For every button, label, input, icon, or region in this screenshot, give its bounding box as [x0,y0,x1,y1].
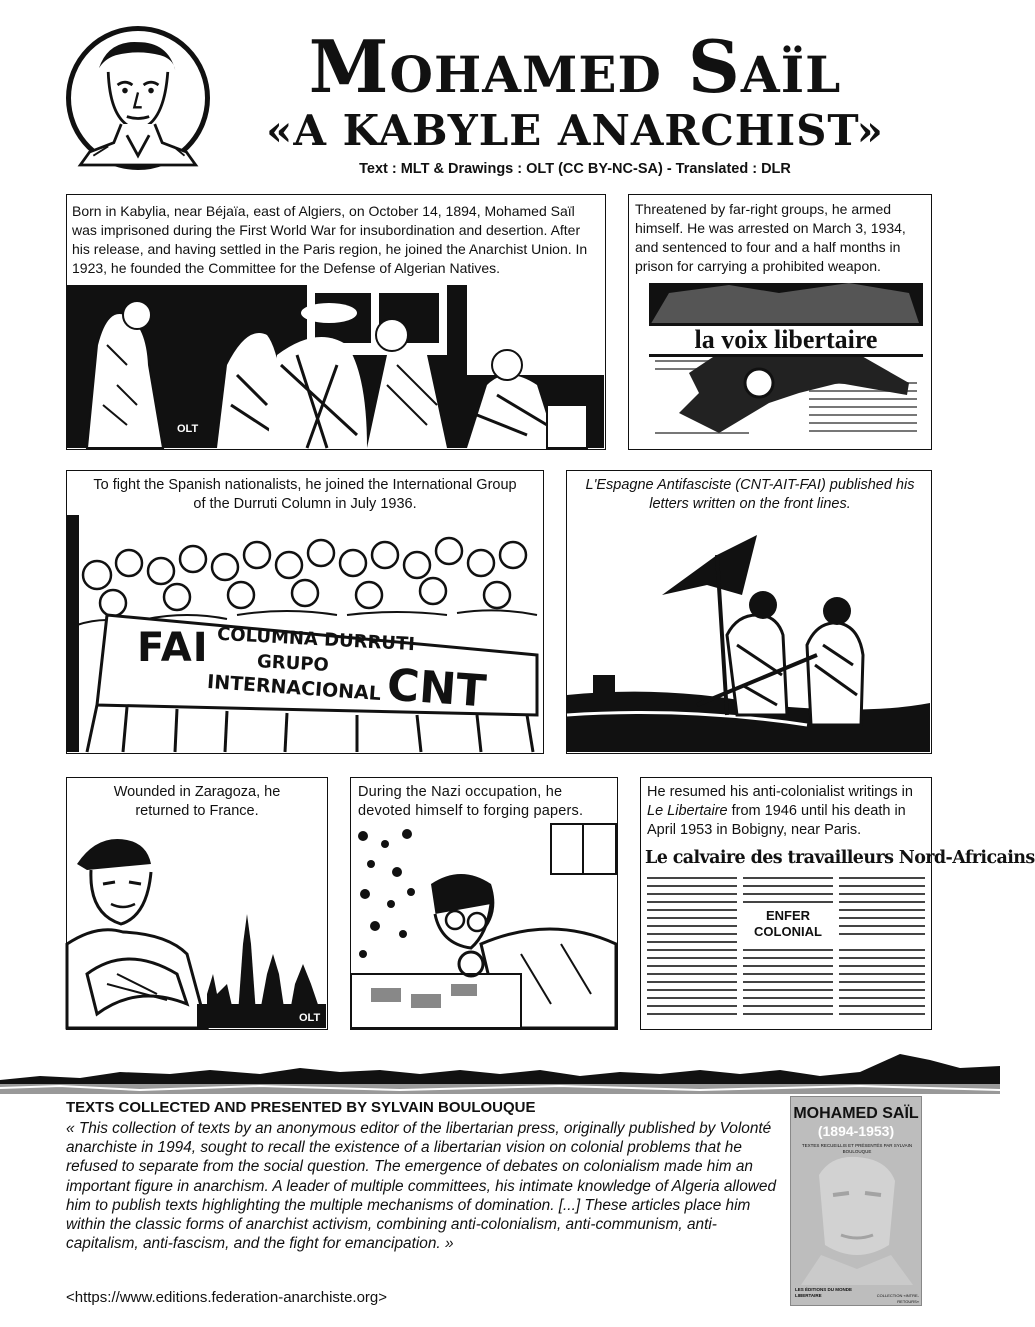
book-cover-portrait [791,1155,921,1285]
panel-6-drawing [351,824,616,1028]
portrait-medallion [66,26,210,170]
panel-3-caption: To fight the Spanish nationalists, he joined the International Group of the Durruti Column in July 1936. [93,477,517,512]
panel-4-drawing [567,515,930,752]
book-cover-collection: COLLECTION «INTRE-RETOURS» [876,1293,919,1304]
panel-1-drawing [67,285,604,448]
banner-text-fai: FAI [137,625,209,671]
panel-7 [640,777,1035,1030]
newspaper-masthead: la voix libertaire [649,323,923,357]
book-cover-years: (1894-1953) [817,1123,895,1139]
panel-4 [566,470,932,754]
panel-3 [66,470,544,754]
book-blurb: « This collection of texts by an anonymous editor of the libertarian press, originally published by Volonté anarchiste in 1994, sought to recall the existence of a libertarian vision on colonial problems that he refused to separate from the social question. The emergence of debates on colonialism made him an important figure in anarchism. A leader of multiple committees, his intimate knowledge of Algeria allowed him to publish texts highlighting the multiple mechanisms of domination. [...] These articles place him within the classic forms of anarchist activism, combining anti-colonialism, anti-communism, anti-capitalism, anti-fascism, and the fight for emancipation. » [66,1120,777,1253]
panel-5-signature: OLT [299,1012,321,1024]
page-subtitle: «A KABYLE ANARCHIST» [266,106,884,155]
credits-line: Text : MLT & Drawings : OLT (CC BY-NC-SA) - Translated : DLR [359,161,791,177]
banner-text-line1: COLUMNA DURRUTI [216,623,416,656]
panel-7-caption-italic: Le Libertaire [647,803,728,819]
newspaper-subhead-2: COLONIAL [743,924,833,939]
panel-3-drawing [67,515,542,752]
panel-2-drawing [649,283,923,443]
panel-5 [66,777,328,1030]
banner-text-cnt: CNT [385,659,488,718]
panel-5-drawing [67,824,326,1028]
panel-1 [66,194,606,450]
panel-7-caption-start: He resumed his anti-colonialist writings in [647,784,913,800]
book-cover-publisher: LES ÉDITIONS DU MONDE LIBERTAIRE [795,1287,853,1298]
book-cover [790,1096,922,1306]
panel-1-signature: OLT [177,423,199,435]
panel-6-caption: During the Nazi occupation, he devoted himself to forging papers. [358,784,584,819]
portrait-drawing [71,31,205,165]
banner-text-line3: INTERNACIONAL [206,670,382,706]
panel-7-caption-end: from 1946 until his death in April 1953 in Bobigny, near Paris. [647,803,906,838]
panel-5-caption: Wounded in Zaragoza, he returned to France. [113,784,281,819]
book-cover-title: MOHAMED SAÏL [793,1105,919,1122]
book-heading: TEXTS COLLECTED AND PRESENTED BY SYLVAIN BOULOUQUE [66,1099,536,1116]
publisher-link[interactable]: <https://www.editions.federation-anarchiste.org> [66,1289,388,1306]
panel-7-drawing [645,846,1035,1026]
panel-7-caption [647,783,929,840]
newspaper-subhead-1: ENFER [743,908,833,923]
book-cover-subtitle: TEXTES RECUEILLIS ET PRÉSENTÉS PAR SYLVAIN BOULOUQUE [801,1143,913,1154]
panel-1-caption: Born in Kabylia, near Béjaïa, east of Algiers, on October 14, 1894, Mohamed Saïl was imprisoned during the First World War for insubordination and desertion. After his release, and having settled in the Paris region, he joined the Anarchist Union. In 1923, he founded the Committee for the Defense of Algerian Natives. [72,203,588,276]
panel-4-caption: L'Espagne Antifasciste (CNT-AIT-FAI) published his letters written on the front lines. [585,477,915,512]
mountain-divider [0,1040,1000,1102]
panel-2-caption: Threatened by far-right groups, he armed himself. He was arrested on March 3, 1934, and sentenced to four and a half months in prison for carrying a prohibited weapon. [635,201,906,274]
newspaper-headline: Le calvaire des travailleurs Nord-Africains [645,848,1035,868]
banner-text-line2: GRUPO [256,651,330,676]
panel-6 [350,777,618,1030]
panel-2 [628,194,932,450]
page-title: Mohamed Saïl [308,24,842,109]
